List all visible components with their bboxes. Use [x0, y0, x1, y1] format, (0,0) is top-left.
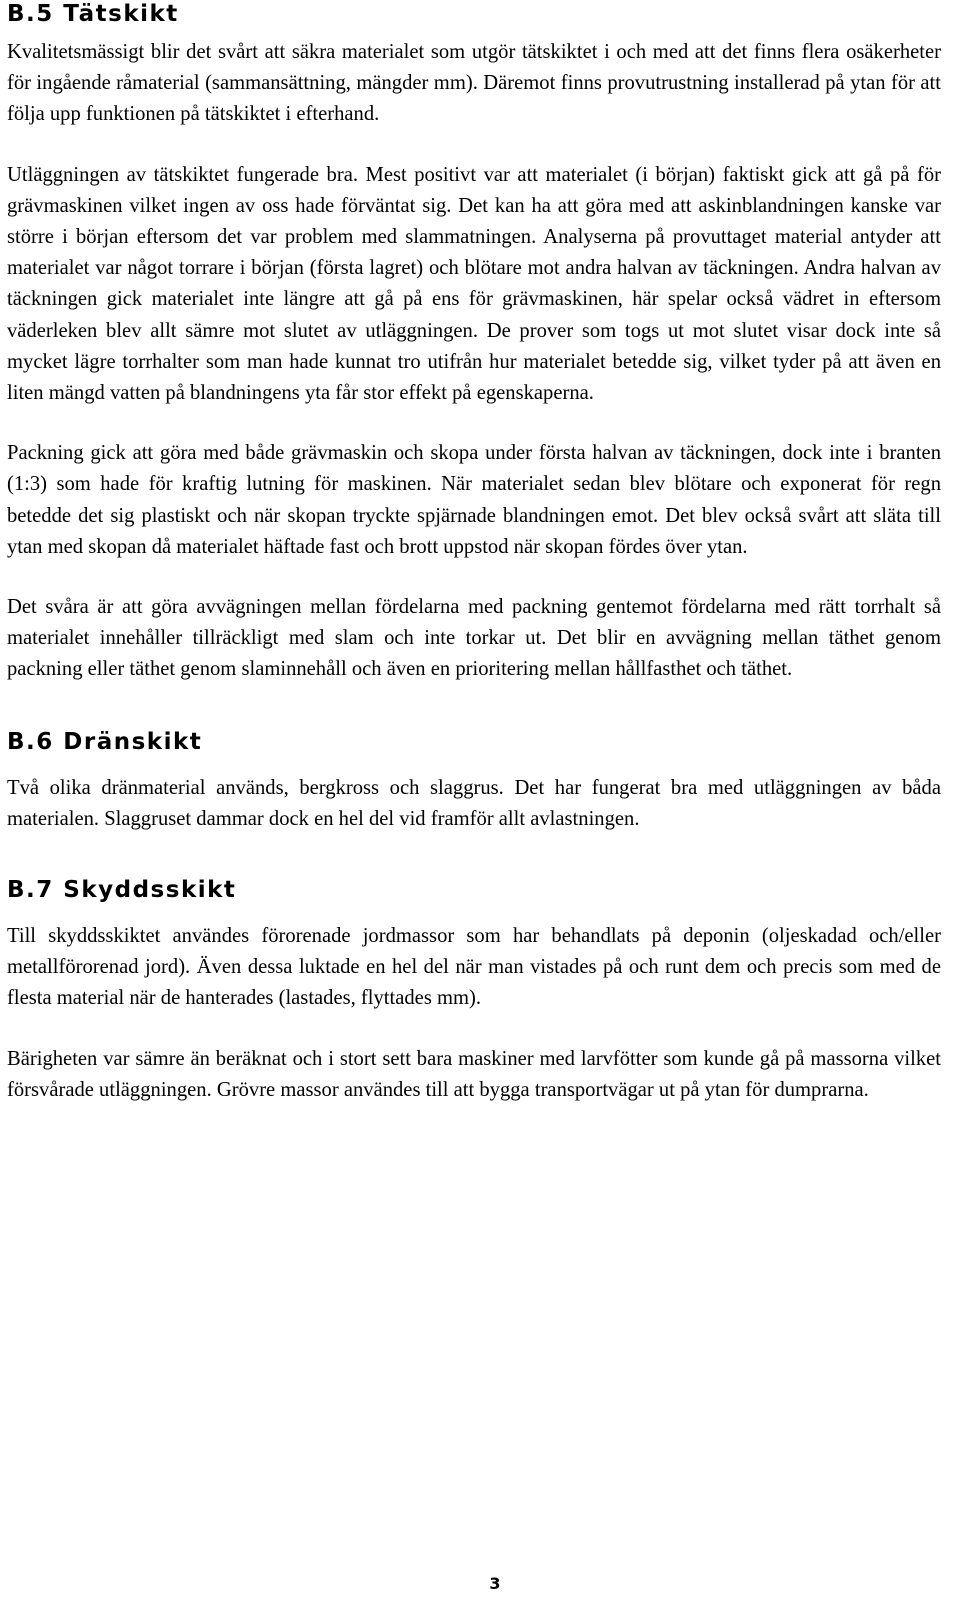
- paragraph: Kvalitetsmässigt blir det svårt att säkra materialet som utgör tätskiktet i och med att det finns flera osäkerheter för ingående råmaterial (sammansättning, mängder mm). Däremot finns provutrustning installerad på ytan för att följa upp funktionen på tätskiktet i efterhand.: [7, 41, 941, 126]
- paragraph: Bärigheten var sämre än beräknat och i stort sett bara maskiner med larvfötter som kunde gå på massorna vilket försvårade utläggningen. Grövre massor användes till att bygga transportvägar ut på ytan för dumprarna.: [7, 1047, 941, 1101]
- section-heading-b5: B.5 Tätskikt: [7, 1, 179, 27]
- document-page: [7, 0, 941, 1106]
- paragraph: Packning gick att göra med både grävmaskin och skopa under första halvan av täckningen, dock inte i branten (1:3) som hade för kraftig lutning för maskinen. När materialet sedan blev blötare och exponerat för regn betedde det sig plastiskt och när skopan tryckte spjärnade blandningen emot. Det blev också svårt att släta till ytan med skopan då materialet häftade fast och brott uppstod när skopan fördes över ytan.: [7, 442, 941, 558]
- paragraph: Till skyddsskiktet användes förorenade jordmassor som har behandlats på deponin (oljeskadad och/eller metallförorenad jord). Även dessa luktade en hel del när man vistades på och runt dem och precis som med de flesta material när de hanterades (lastades, flyttades mm).: [7, 925, 941, 1010]
- paragraph: Det svåra är att göra avvägningen mellan fördelarna med packning gentemot fördelarna med rätt torrhalt så materialet innehåller tillräckligt med slam och inte torkar ut. Det blir en avvägning mellan täthet genom packning eller täthet genom slaminnehåll och även en prioritering mellan hållfasthet och täthet.: [7, 596, 941, 681]
- paragraph: Utläggningen av tätskiktet fungerade bra. Mest positivt var att materialet (i början) faktiskt gick att gå på för grävmaskinen vilket ingen av oss hade förväntat sig. Det kan ha att göra med att askinblandningen kanske var större i början eftersom det var problem med slammatningen. Analyserna på provuttaget material antyder att materialet var något torrare i början (första lagret) och blötare mot andra halvan av täckningen. Andra halvan av täckningen gick materialet inte längre att gå på ens för grävmaskinen, här spelar också vädret in eftersom väderleken blev allt sämre mot slutet av utläggningen. De prover som togs ut mot slutet visar dock inte så mycket lägre torrhalter som man hade kunnat tro utifrån hur materialet betedde sig, vilket tyder på att även en liten mängd vatten på blandningens yta får stor effekt på egenskaperna.: [7, 163, 941, 405]
- paragraph: Två olika dränmaterial används, bergkross och slaggrus. Det har fungerat bra med utläggningen av båda materialen. Slaggruset dammar dock en hel del vid framför allt avlastningen.: [7, 776, 941, 830]
- section-heading-b7: B.7 Skyddsskikt: [7, 877, 237, 904]
- page-number: 3: [489, 1574, 501, 1593]
- section-heading-b6: B.6 Dränskikt: [7, 728, 203, 755]
